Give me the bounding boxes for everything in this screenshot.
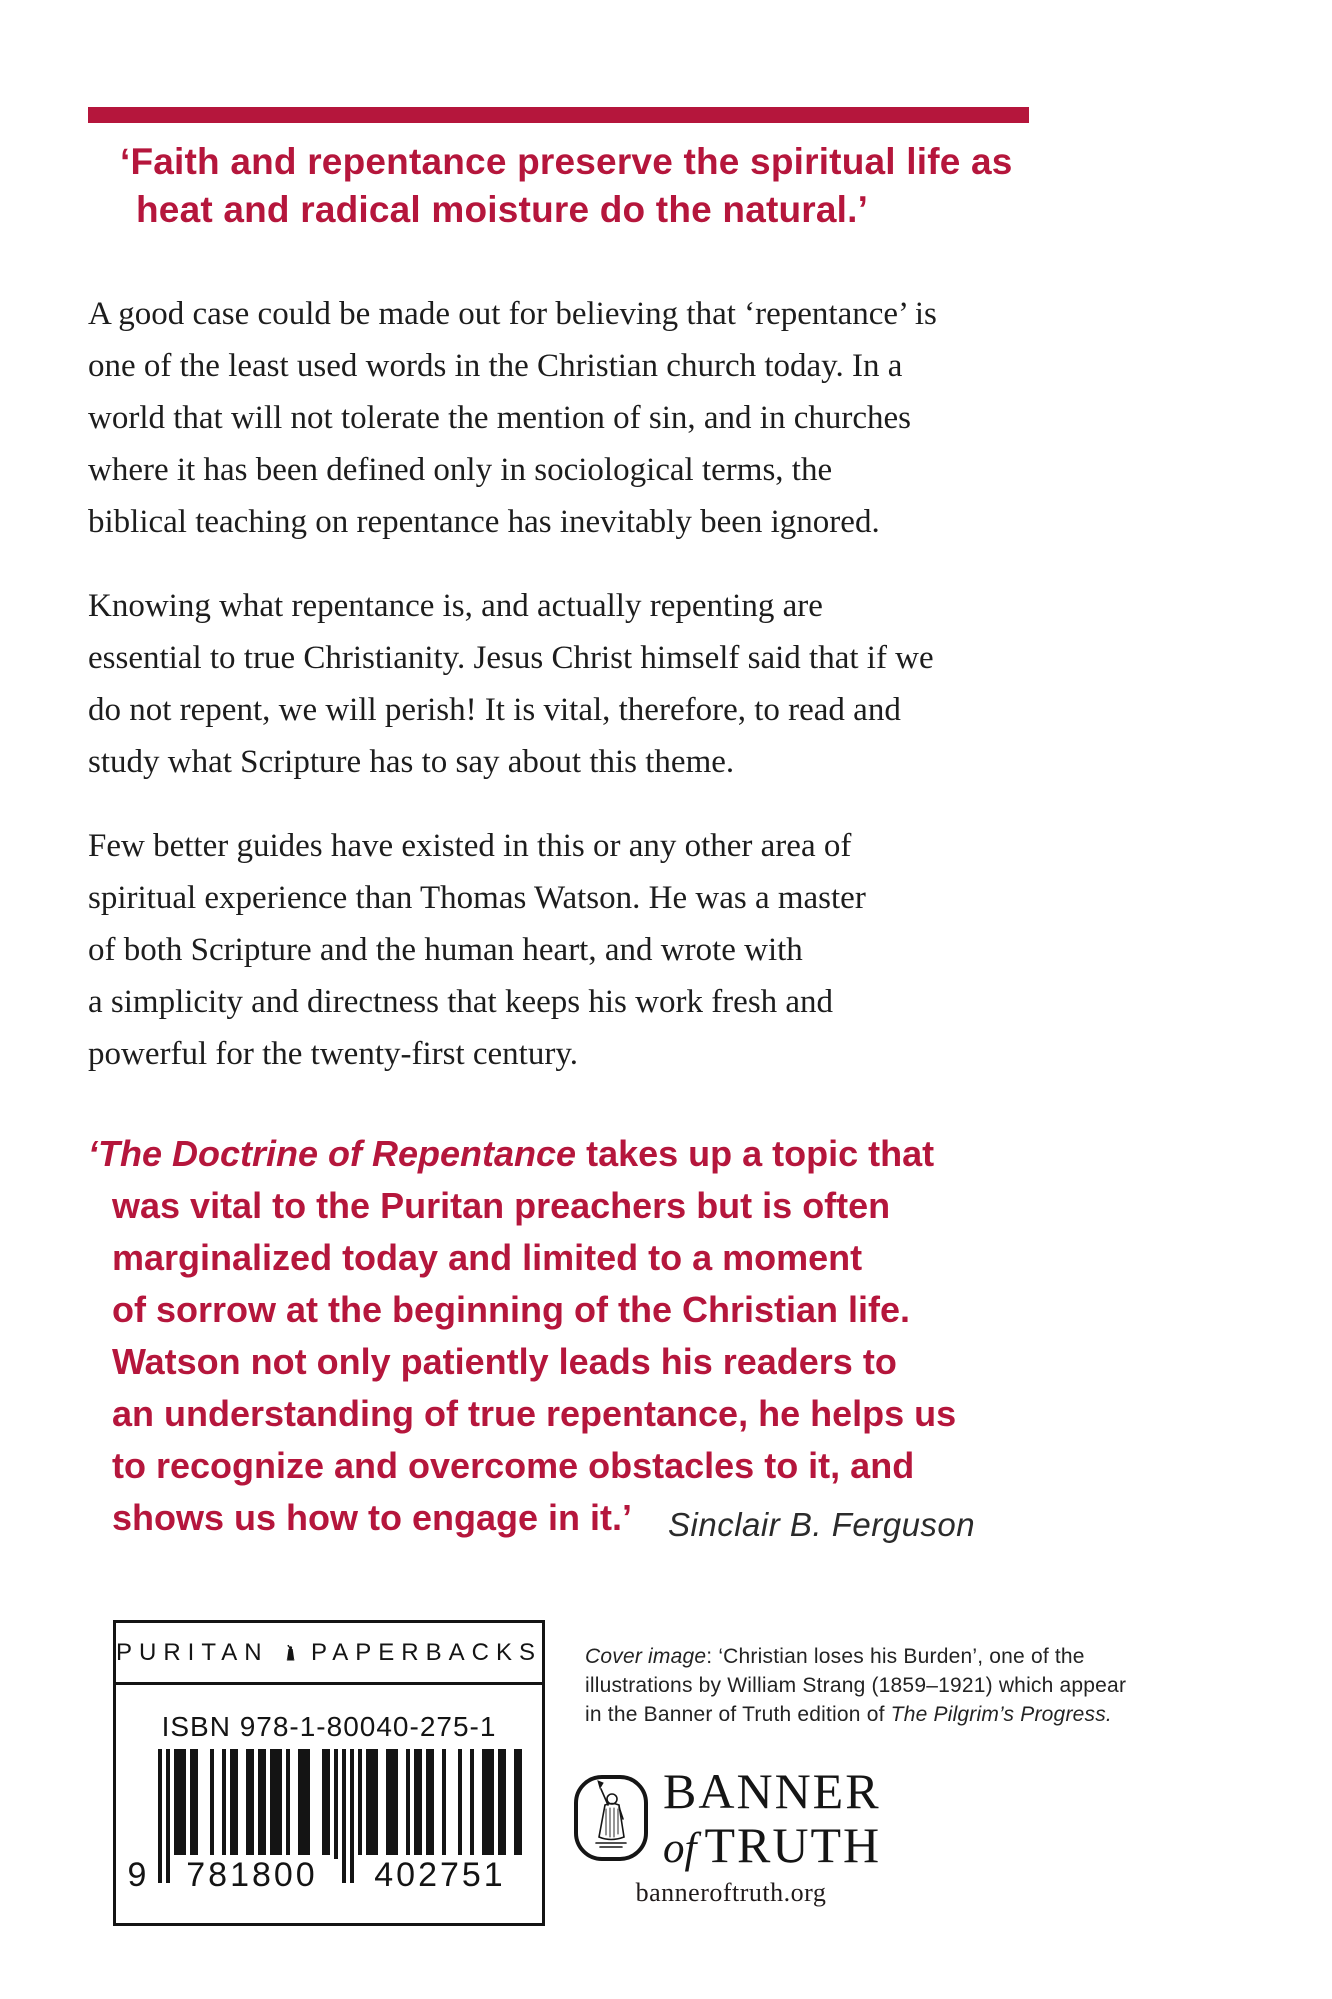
endorsement-quote [88,1128,1088,1544]
cover-note-italic: The Pilgrim’s Progress. [890,1703,1112,1726]
blurb-line: world that will not tolerate the mention of sin, and in churches [88,400,911,436]
blurb-line: essential to true Christianity. Jesus Christ himself said that if we [88,640,934,676]
endorsement-line-rest: takes up a topic that [576,1133,935,1174]
blurb-paragraph [88,820,1128,1080]
barcode-digit-lead: 9 [120,1855,154,1895]
preacher-in-oval-icon [573,1774,649,1862]
endorsement-line: marginalized today and limited to a moment [112,1237,863,1278]
endorsement-line: Watson not only patiently leads his readers to [112,1341,897,1382]
blurb-line: spiritual experience than Thomas Watson. He was a master [88,880,866,916]
blurb-line: do not repent, we will perish! It is vital, therefore, to read and [88,692,901,728]
cover-note-italic: Cover image [585,1645,707,1668]
opening-quote [120,138,1080,234]
endorsement-line: an understanding of true repentance, he helps us [112,1393,957,1434]
blurb-line: one of the least used words in the Christian church today. In a [88,348,903,384]
cover-note-line [585,1700,1130,1729]
top-rule [88,107,1029,123]
blurb-line: powerful for the twenty-first century. [88,1036,578,1072]
endorsement-line: to recognize and overcome obstacles to it, and [112,1445,915,1486]
publisher-logo [573,1763,1033,1873]
blurb-line: a simplicity and directness that keeps his work fresh and [88,984,834,1020]
puritan-preacher-icon [285,1630,295,1676]
cover-note-text: in the Banner of Truth edition of [585,1703,891,1726]
blurb-line: Knowing what repentance is, and actually repenting are [88,588,823,624]
blurb-line: A good case could be made out for believing that ‘repentance’ is [88,296,937,332]
blurb-text [88,288,1128,1112]
publisher-name-banner: BANNER [663,1763,881,1819]
blurb-line: where it has been defined only in sociological terms, the [88,452,833,488]
imprint-box [113,1620,545,1685]
blurb-line: biblical teaching on repentance has inevitably been ignored. [88,504,880,540]
endorsement-line: was vital to the Puritan preachers but is often [112,1185,891,1226]
publisher-website: banneroftruth.org [635,1878,827,1907]
cover-note-line: illustrations by William Strang (1859–1921) which appear [585,1674,1127,1697]
barcode-digits-left: 781800 [170,1855,334,1895]
blurb-paragraph [88,288,1128,548]
opening-quote-line: ‘Faith and repentance preserve the spiritual life as [120,141,1013,182]
barcode-digits-right: 402751 [358,1855,522,1895]
cover-note-text: : ‘Christian loses his Burden’, one of the [706,1645,1085,1668]
opening-quote-line: heat and radical moisture do the natural.’ [136,189,869,230]
blurb-line: study what Scripture has to say about this theme. [88,744,735,780]
cover-note-line [585,1642,1130,1671]
isbn-box [113,1682,545,1926]
publisher-name-truth: TRUTH [704,1817,882,1873]
endorsement-attribution: Sinclair B. Ferguson [668,1506,976,1543]
blurb-line: Few better guides have existed in this or any other area of [88,828,852,864]
publisher-name [663,1763,882,1873]
endorsement-line: shows us how to engage in it.’ [112,1497,633,1538]
ean13-barcode [120,1749,540,1899]
blurb-line: of both Scripture and the human heart, and wrote with [88,932,803,968]
imprint-name-left: PURITAN [116,1638,269,1666]
endorsement-line: of sorrow at the beginning of the Christian life. [112,1289,911,1330]
endorsement-line [88,1128,1088,1180]
publisher-name-of-truth [663,1817,882,1873]
cover-image-note [585,1642,1130,1729]
publisher-name-of: of [663,1825,697,1872]
blurb-paragraph [88,580,1128,788]
book-title-italic: ‘The Doctrine of Repentance [88,1133,577,1174]
imprint-name-right: PAPERBACKS [311,1638,542,1666]
isbn-label: ISBN 978-1-80040-275-1 [161,1711,497,1742]
